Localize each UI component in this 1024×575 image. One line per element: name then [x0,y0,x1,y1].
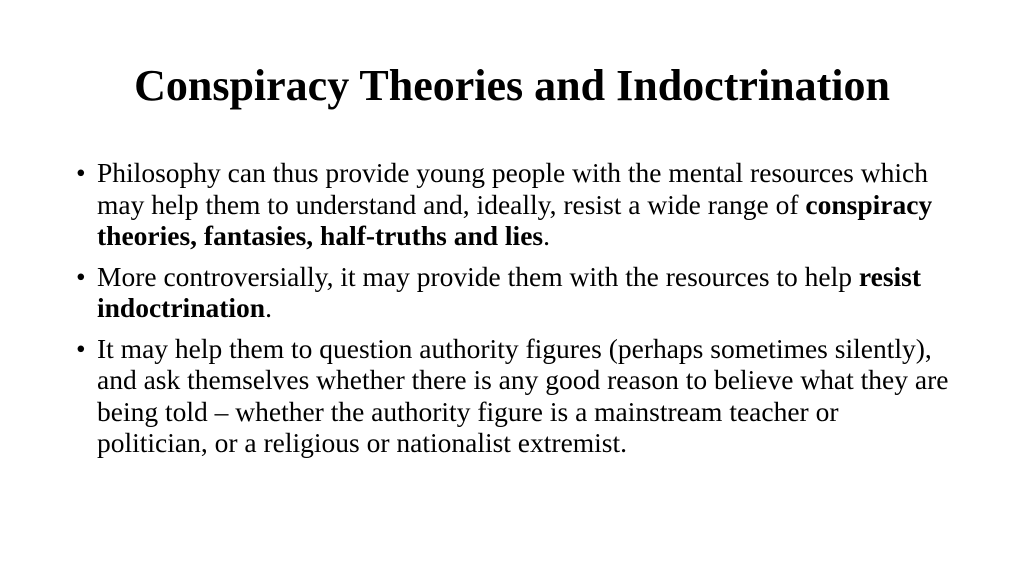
bullet-bold-text: conspiracy theories, fantasies, half-truths and lies [97,188,933,251]
bullet-item-2 [76,261,956,324]
bullet-text-end: . [543,220,550,251]
bullet-item-3 [76,333,956,459]
bullet-bold-text: resist indoctrination [97,260,922,323]
bullet-item-1 [76,157,956,252]
slide-title: Conspiracy Theories and Indoctrination [134,61,890,110]
bullet-text: Philosophy can thus provide young people with the mental resources which may help them to understand and, ideally, resist a wide range of [97,157,928,220]
bullet-list [76,157,956,468]
bullet-dot: • [76,332,86,364]
bullet-text: It may help them to question authority figures (perhaps sometimes silently), and ask themselves whether there is any good reason to believe what they are being told – whether the authority figure is a mainstream teacher or politician, or a religious or nationalist extremist. [97,332,949,458]
bullet-dot: • [76,157,86,188]
bullet-text-end: . [265,292,272,323]
bullet-dot: • [76,260,86,292]
bullet-text: More controversially, it may provide them with the resources to help [97,260,859,292]
